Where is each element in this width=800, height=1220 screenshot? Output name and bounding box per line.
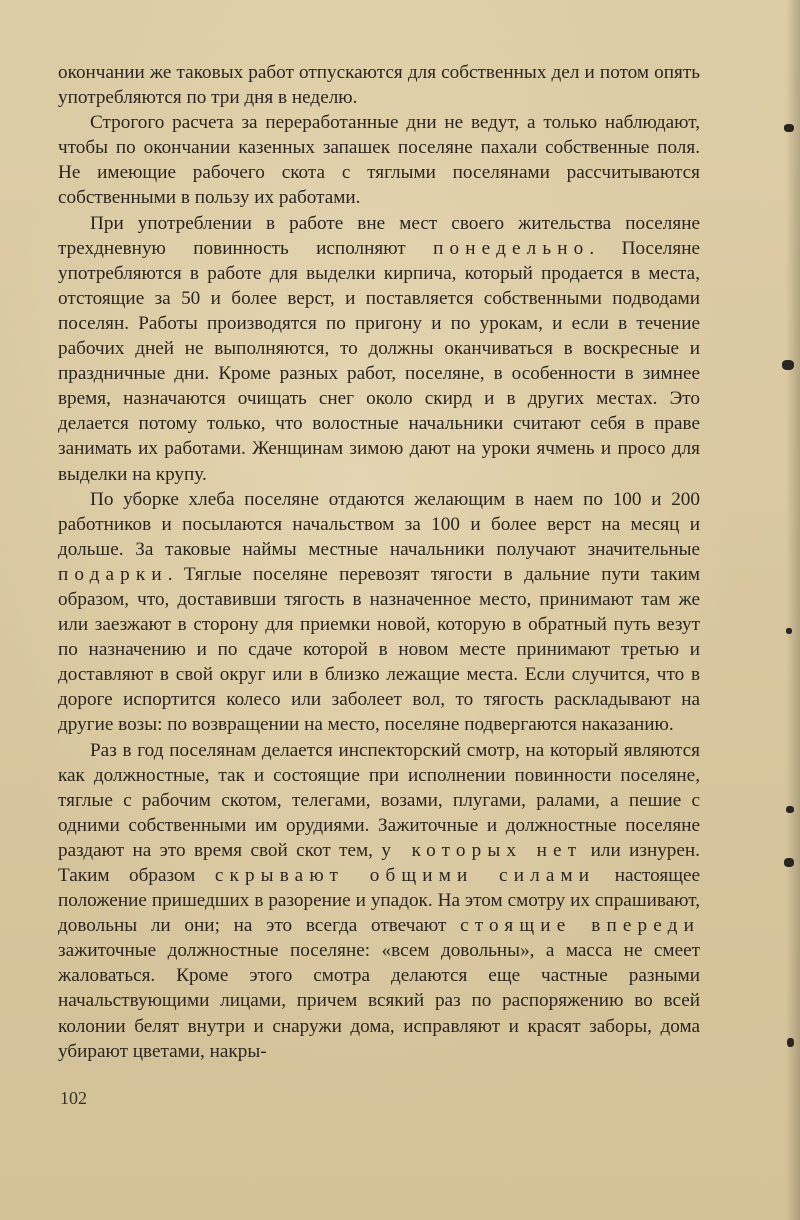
emphasis-skryvayut: скрывают общими силами xyxy=(214,865,596,886)
emphasis-podarki: подарки xyxy=(58,563,168,585)
paragraph-5-text-b: или изнурен. Таким образом xyxy=(58,839,700,886)
emphasis-u-kotoryh-net: у которых нет xyxy=(381,839,583,861)
paragraph-2 xyxy=(58,110,700,210)
paragraph-2-text: Строгого расчета за переработанные дни не ведут, а только наблюдают, чтобы по окончании казенных запашек поселяне пахали собственные поля. Не имеющие рабочего скота с тяглыми поселянами рассчитываются собственными в пользу их работами. xyxy=(58,112,700,209)
paragraph-1-text: окончании же таковых работ отпускаются для собственных дел и потом опять употребляются по три дня в неделю. xyxy=(58,62,700,109)
margin-mark xyxy=(786,628,792,634)
margin-mark xyxy=(784,124,794,132)
emphasis-stoyashchie-vperedi: стоящие впереди xyxy=(460,915,700,937)
page-number: 102 xyxy=(60,1088,87,1108)
paragraph-3 xyxy=(58,211,700,487)
paragraph-5-text-a: Раз в год поселянам делается инспекторский смотр, на который являются как должностные, так и состоящие при исполнении повинности поселяне, тяглые с рабочим скотом, телегами, возами, плугами, ралами, а пешие с одними собственными им орудиями. Зажиточные и должностные поселяне раздают на это время свой скот тем, xyxy=(58,739,700,861)
paragraph-4-text-a: По уборке хлеба поселяне отдаются желающим в наем по 100 и 200 работников и посылаются начальством за 100 и более верст на месяц и дольше. За таковые наймы местные начальники получают значительные xyxy=(58,488,700,560)
paragraph-4-text-b: . Тяглые поселяне перевозят тягости в дальние пути таким образом, что, доставивши тягость в назначенное место, принимают там же или заезжают в сторону для приемки новой, которую в обратный путь везут по назначению и по сдаче которой в новом месте принимают третью и доставляют в свой округ или в близко лежащие места. Если случится, что в дороге испортится колесо или заболеет вол, то тягость раскладывают на другие возы: по возвращении на место, поселяне подвергаются наказанию. xyxy=(58,563,700,736)
body-text xyxy=(58,60,700,1064)
paragraph-1 xyxy=(58,60,700,110)
paragraph-5-text-c: настоящее положение пришедших в разорение и упадок. На этом смотру их спрашивают, довольны ли они; на это всегда отвечают xyxy=(58,865,701,937)
margin-mark xyxy=(784,858,794,867)
paragraph-4 xyxy=(58,487,700,738)
margin-mark xyxy=(787,1038,794,1047)
emphasis-ponedelno: понедельно xyxy=(433,237,590,259)
paragraph-5 xyxy=(58,738,700,1064)
paragraph-3-text-b: . Поселяне употребляются в работе для выделки кирпича, который продается в места, отстоящие за 50 и более верст, и поставляется собственными подводами поселян. Работы производятся по пригону и по урокам, и если в течение рабочих дней не выполняются, то должны оканчиваться в воскресные и праздничные дни. Кроме разных работ, поселяне, в особенности в зимнее время, назначаются очищать снег около скирд и в других местах. Это делается потому только, что волостные начальники считают себя в праве занимать их работами. Женщинам зимою дают на уроки ячмень и просо для выделки на крупу. xyxy=(58,237,700,485)
margin-mark xyxy=(782,360,794,370)
page-edge-shadow xyxy=(786,0,800,1220)
paragraph-5-text-d: зажиточные должностные поселяне: «всем довольны», а масса не смеет жаловаться. Кроме этого смотра делаются еще частные разными начальствующими лицами, причем всякий раз по распоряжению во всей колонии белят внутри и снаружи дома, исправляют и красят заборы, дома убирают цветами, накры- xyxy=(58,940,700,1062)
margin-mark xyxy=(786,806,794,813)
paragraph-3-text-a: При употреблении в работе вне мест своего жительства поселяне трехдневную повинность исполняют xyxy=(58,212,700,259)
